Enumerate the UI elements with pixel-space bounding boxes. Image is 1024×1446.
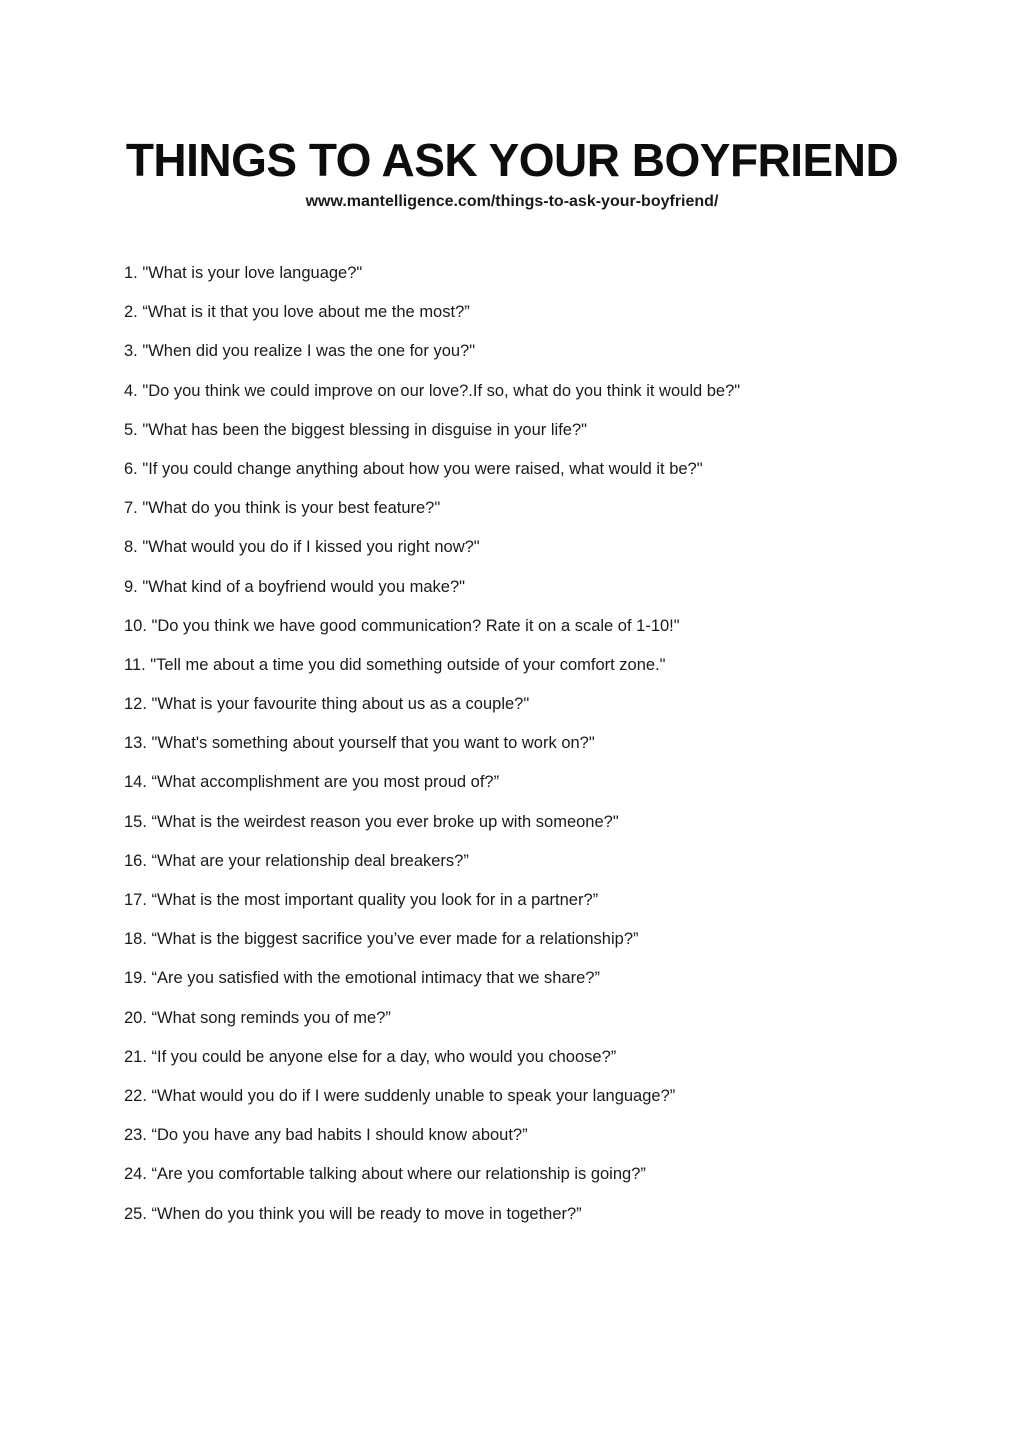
question-item: 22. “What would you do if I were suddenly unable to speak your language?” <box>124 1086 676 1105</box>
question-item: 13. "What's something about yourself that you want to work on?" <box>124 734 595 753</box>
document-title: THINGS TO ASK YOUR BOYFRIEND <box>125 134 899 186</box>
question-item: 21. “If you could be anyone else for a day, who would you choose?” <box>124 1047 617 1066</box>
question-item: 20. “What song reminds you of me?” <box>124 1008 391 1027</box>
question-item: 5. "What has been the biggest blessing in disguise in your life?" <box>124 420 587 439</box>
question-item: 14. “What accomplishment are you most proud of?” <box>124 773 500 792</box>
question-item: 16. “What are your relationship deal breakers?” <box>124 851 469 870</box>
questions-list <box>124 260 984 1240</box>
question-item: 9. "What kind of a boyfriend would you make?" <box>124 577 465 596</box>
question-item: 15. “What is the weirdest reason you ever broke up with someone?" <box>124 812 619 831</box>
question-item: 18. “What is the biggest sacrifice you’ve ever made for a relationship?” <box>124 930 639 949</box>
question-item: 12. "What is your favourite thing about us as a couple?" <box>124 695 530 714</box>
question-item: 8. "What would you do if I kissed you right now?" <box>124 538 480 557</box>
question-item: 23. “Do you have any bad habits I should know about?” <box>124 1126 528 1145</box>
question-item: 6. "If you could change anything about how you were raised, what would it be?" <box>124 459 703 478</box>
question-item: 4. "Do you think we could improve on our love?.If so, what do you think it would be?" <box>124 381 741 400</box>
question-item: 1. "What is your love language?" <box>124 264 363 282</box>
question-item: 25. “When do you think you will be ready to move in together?” <box>124 1204 582 1223</box>
question-item: 10. "Do you think we have good communication? Rate it on a scale of 1-10!" <box>124 616 680 635</box>
question-item: 3. "When did you realize I was the one for you?" <box>124 342 476 361</box>
question-item: 7. "What do you think is your best feature?" <box>124 499 441 518</box>
question-item: 17. “What is the most important quality you look for in a partner?” <box>124 891 599 909</box>
question-item: 2. “What is it that you love about me the most?” <box>124 303 470 322</box>
question-item: 11. "Tell me about a time you did something outside of your comfort zone." <box>124 655 666 674</box>
question-item: 24. “Are you comfortable talking about where our relationship is going?” <box>124 1165 646 1184</box>
question-item: 19. “Are you satisfied with the emotional intimacy that we share?” <box>124 969 600 988</box>
source-url: www.mantelligence.com/things-to-ask-your-boyfriend/ <box>305 193 719 210</box>
